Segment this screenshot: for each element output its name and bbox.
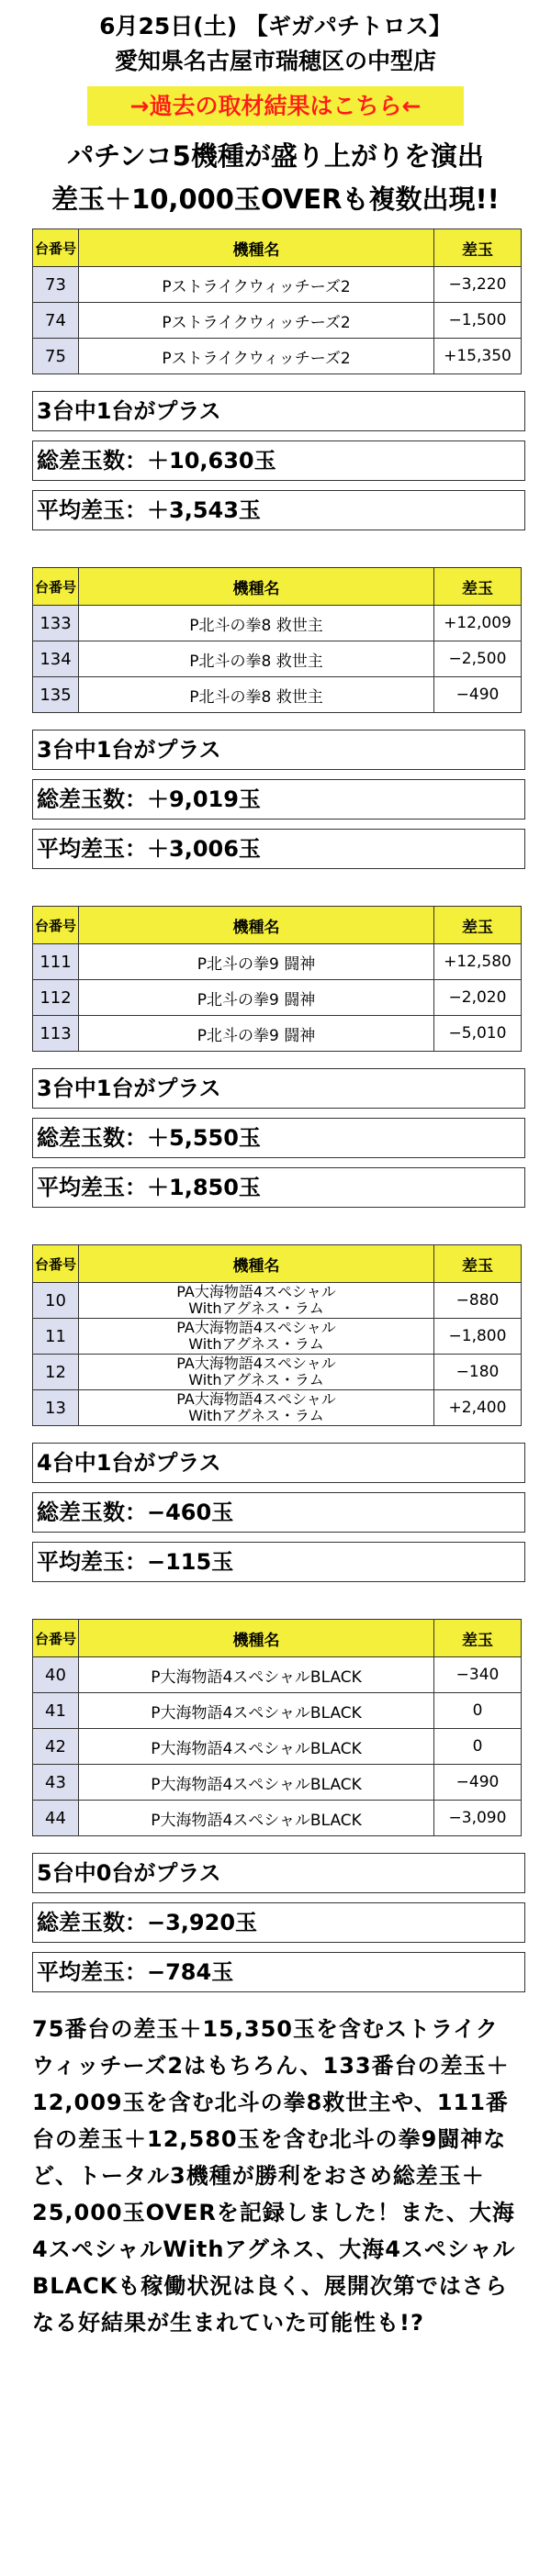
table-row (33, 303, 522, 339)
table-row (33, 641, 522, 677)
ball-diff: −2,020 (434, 980, 522, 1016)
result-table (32, 906, 522, 1052)
machine-name: Pストライクウィッチーズ2 (79, 303, 434, 339)
machine-number: 40 (33, 1657, 79, 1693)
col-header-name: 機種名 (79, 1620, 434, 1657)
col-header-name: 機種名 (79, 229, 434, 267)
table-header-row (33, 1245, 522, 1283)
total-diff: 総差玉数：＋5,550玉 (32, 1118, 525, 1158)
col-header-diff: 差玉 (434, 1245, 522, 1283)
average-diff: 平均差玉：＋3,543玉 (32, 490, 525, 530)
machine-number: 11 (33, 1319, 79, 1355)
machine-number: 133 (33, 606, 79, 641)
table-row (33, 944, 522, 980)
machine-number: 12 (33, 1355, 79, 1390)
table-row (33, 1729, 522, 1765)
col-header-name: 機種名 (79, 568, 434, 606)
machine-name: P北斗の拳8 救世主 (79, 606, 434, 641)
machine-name: P大海物語4スペシャルBLACK (79, 1801, 434, 1836)
machine-name: Pストライクウィッチーズ2 (79, 267, 434, 303)
total-diff: 総差玉数：−3,920玉 (32, 1902, 525, 1943)
machine-name-line-2: Withアグネス・ラム (188, 1407, 324, 1424)
machine-number: 134 (33, 641, 79, 677)
machine-name-line-1: PA大海物語4スペシャル (176, 1390, 336, 1408)
machine-name: P北斗の拳8 救世主 (79, 641, 434, 677)
machine-number: 44 (33, 1801, 79, 1836)
plus-count: 3台中1台がプラス (32, 391, 525, 431)
total-diff: 総差玉数：＋10,630玉 (32, 440, 525, 481)
machine-number: 73 (33, 267, 79, 303)
table-row (33, 1657, 522, 1693)
ball-diff: +2,400 (434, 1390, 522, 1426)
machine-name: P大海物語4スペシャルBLACK (79, 1657, 434, 1693)
result-table (32, 1244, 522, 1426)
ball-diff: +12,580 (434, 944, 522, 980)
machine-name-line-1: PA大海物語4スペシャル (176, 1319, 336, 1336)
ball-diff: −1,800 (434, 1319, 522, 1355)
result-group (0, 1244, 551, 1582)
table-row (33, 1390, 522, 1426)
table-row (33, 339, 522, 374)
machine-name: P大海物語4スペシャルBLACK (79, 1729, 434, 1765)
machine-number: 112 (33, 980, 79, 1016)
table-row (33, 267, 522, 303)
ball-diff: +12,009 (434, 606, 522, 641)
plus-count: 3台中1台がプラス (32, 730, 525, 770)
plus-count: 4台中1台がプラス (32, 1443, 525, 1483)
machine-number: 13 (33, 1390, 79, 1426)
machine-name-line-1: PA大海物語4スペシャル (176, 1355, 336, 1372)
machine-number: 113 (33, 1016, 79, 1052)
ball-diff: +15,350 (434, 339, 522, 374)
table-header-row (33, 1620, 522, 1657)
result-group (0, 567, 551, 869)
machine-name-line-2: Withアグネス・ラム (188, 1371, 324, 1388)
col-header-no: 台番号 (33, 1620, 79, 1657)
result-table (32, 229, 522, 374)
col-header-diff: 差玉 (434, 229, 522, 267)
col-header-no: 台番号 (33, 907, 79, 944)
summary-paragraph: 75番台の差玉＋15,350玉を含むストライクウィッチーズ2はもちろん、133番台の差玉＋12,009玉を含む北斗の拳8救世主や、111番台の差玉＋12,580玉を含む北斗の拳9闘神など、トータル3機種が勝利をおさめ総差玉＋25,000玉OVERを記録しました！また、大海4スペシャルWithアグネス、大海4スペシャルBLACKも稼働状況は良く、展開次第ではさらなる好結果が生まれていた可能性も!? (32, 2016, 516, 2336)
table-row (33, 1283, 522, 1319)
col-header-name: 機種名 (79, 1245, 434, 1283)
date-store-title: 6月25日(土) 【ギガパチトロス】 (99, 13, 452, 39)
plus-count: 3台中1台がプラス (32, 1068, 525, 1109)
machine-number: 41 (33, 1693, 79, 1729)
table-row (33, 1801, 522, 1836)
col-header-no: 台番号 (33, 568, 79, 606)
machine-name: P大海物語4スペシャルBLACK (79, 1765, 434, 1801)
machine-name-line-2: Withアグネス・ラム (188, 1335, 324, 1353)
machine-name-line-2: Withアグネス・ラム (188, 1299, 324, 1317)
total-diff: 総差玉数：−460玉 (32, 1492, 525, 1533)
ball-diff: −340 (434, 1657, 522, 1693)
machine-number: 10 (33, 1283, 79, 1319)
machine-number: 42 (33, 1729, 79, 1765)
average-diff: 平均差玉：＋1,850玉 (32, 1167, 525, 1208)
machine-name: P大海物語4スペシャルBLACK (79, 1693, 434, 1729)
average-diff: 平均差玉：＋3,006玉 (32, 829, 525, 869)
machine-name (79, 1319, 434, 1355)
ball-diff: −3,220 (434, 267, 522, 303)
machine-name: P北斗の拳9 闘神 (79, 980, 434, 1016)
ball-diff: 0 (434, 1729, 522, 1765)
ball-diff: 0 (434, 1693, 522, 1729)
table-row (33, 980, 522, 1016)
result-group (0, 229, 551, 530)
machine-name-line-1: PA大海物語4スペシャル (176, 1283, 336, 1300)
ball-diff: −490 (434, 1765, 522, 1801)
table-row (33, 1355, 522, 1390)
machine-name (79, 1355, 434, 1390)
average-diff: 平均差玉：−115玉 (32, 1542, 525, 1582)
machine-name: P北斗の拳9 闘神 (79, 944, 434, 980)
machine-name: P北斗の拳9 闘神 (79, 1016, 434, 1052)
headline-line-2: 差玉＋10,000玉OVERも複数出現!! (51, 184, 500, 215)
col-header-diff: 差玉 (434, 907, 522, 944)
col-header-no: 台番号 (33, 229, 79, 267)
table-row (33, 1319, 522, 1355)
ball-diff: −1,500 (434, 303, 522, 339)
average-diff: 平均差玉：−784玉 (32, 1952, 525, 1992)
machine-number: 74 (33, 303, 79, 339)
ball-diff: −490 (434, 677, 522, 713)
table-header-row (33, 229, 522, 267)
total-diff: 総差玉数：＋9,019玉 (32, 779, 525, 820)
col-header-diff: 差玉 (434, 1620, 522, 1657)
table-header-row (33, 907, 522, 944)
machine-number: 75 (33, 339, 79, 374)
ball-diff: −2,500 (434, 641, 522, 677)
ball-diff: −180 (434, 1355, 522, 1390)
past-results-link[interactable]: →過去の取材結果はこちら← (87, 86, 464, 126)
ball-diff: −5,010 (434, 1016, 522, 1052)
table-row (33, 1765, 522, 1801)
machine-number: 43 (33, 1765, 79, 1801)
ball-diff: −880 (434, 1283, 522, 1319)
machine-name: P北斗の拳8 救世主 (79, 677, 434, 713)
ball-diff: −3,090 (434, 1801, 522, 1836)
table-header-row (33, 568, 522, 606)
headline-line-1: パチンコ5機種が盛り上がりを演出 (67, 140, 484, 172)
col-header-name: 機種名 (79, 907, 434, 944)
col-header-diff: 差玉 (434, 568, 522, 606)
result-table (32, 1619, 522, 1836)
plus-count: 5台中0台がプラス (32, 1853, 525, 1893)
machine-name (79, 1283, 434, 1319)
table-row (33, 677, 522, 713)
machine-number: 135 (33, 677, 79, 713)
store-location: 愛知県名古屋市瑞穂区の中型店 (114, 48, 436, 74)
machine-number: 111 (33, 944, 79, 980)
result-group (0, 1619, 551, 1992)
table-row (33, 1016, 522, 1052)
machine-name: Pストライクウィッチーズ2 (79, 339, 434, 374)
result-group (0, 906, 551, 1208)
table-row (33, 1693, 522, 1729)
result-table (32, 567, 522, 713)
col-header-no: 台番号 (33, 1245, 79, 1283)
table-row (33, 606, 522, 641)
machine-name (79, 1390, 434, 1426)
